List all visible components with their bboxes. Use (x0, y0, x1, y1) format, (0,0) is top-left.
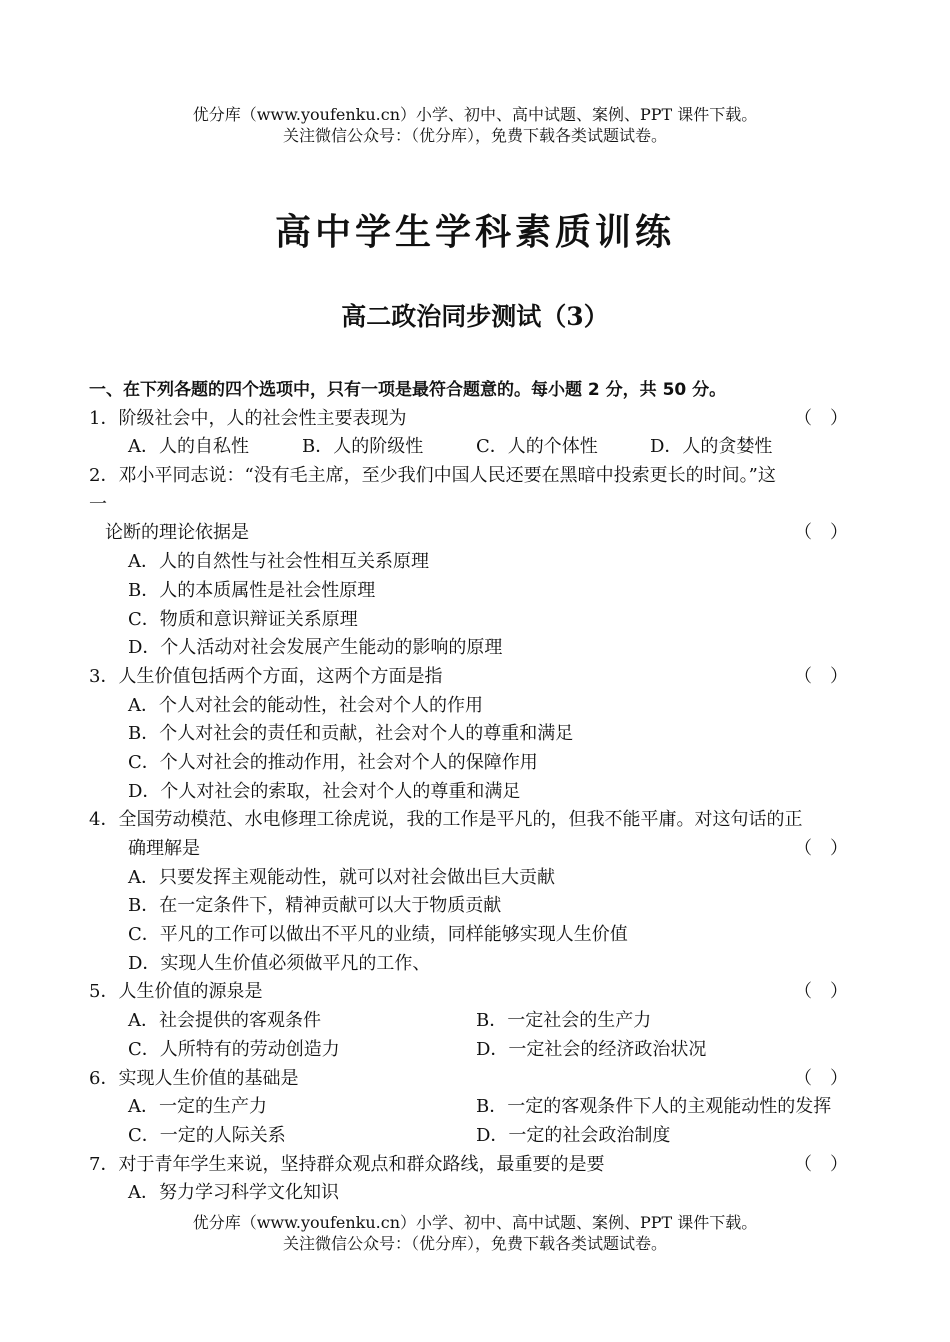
question-2-stem-wrap: 一 (89, 493, 107, 515)
question-5-options-cd (0, 1036, 950, 1065)
option-b: B．一定社会的生产力 (476, 1010, 652, 1032)
question-2 (0, 462, 950, 491)
option-c: C．物质和意识辩证关系原理 (128, 608, 358, 630)
header-line-2: 关注微信公众号：（优分库），免费下载各类试题试卷。 (282, 126, 667, 145)
question-5-stem: 5．人生价值的源泉是 (89, 981, 263, 1003)
answer-paren: （ ） (794, 522, 848, 544)
option-c: C．一定的人际关系 (128, 1124, 286, 1146)
question-6 (0, 1065, 950, 1094)
option-b: B．一定的客观条件下人的主观能动性的发挥 (476, 1096, 832, 1118)
section-heading: 一、在下列各题的四个选项中，只有一项是最符合题意的。每小题 2 分，共 50 分。 (89, 380, 727, 400)
question-4-stem: 4．全国劳动模范、水电修理工徐虎说，我的工作是平凡的，但我不能平庸。对这句话的正 (89, 809, 803, 831)
page-header (0, 104, 950, 146)
question-6-stem: 6．实现人生价值的基础是 (89, 1067, 299, 1089)
option-a: A．努力学习科学文化知识 (128, 1182, 339, 1204)
document-subtitle: 高二政治同步测试（3） (341, 302, 609, 331)
answer-paren: （ ） (794, 838, 848, 859)
question-6-options-cd (0, 1122, 950, 1151)
option-a: A．只要发挥主观能动性，就可以对社会做出巨大贡献 (128, 866, 555, 888)
question-4-cont (0, 835, 950, 864)
document-title: 高中学生学科素质训练 (274, 212, 675, 253)
option-c: C．人所特有的劳动创造力 (128, 1038, 340, 1060)
option-a: A．个人对社会的能动性，社会对个人的作用 (128, 694, 483, 716)
question-2-wrap (0, 491, 950, 520)
option-a: A．人的自然性与社会性相互关系原理 (128, 551, 429, 573)
question-2-stem: 2．邓小平同志说：“没有毛主席，至少我们中国人民还要在黑暗中投索更长的时间。”这 (89, 465, 776, 487)
option-b: B．在一定条件下，精神贡献可以大于物质贡献 (128, 895, 502, 917)
option-d: D．个人对社会的索取，社会对个人的尊重和满足 (128, 780, 521, 802)
option-d: D．个人活动对社会发展产生能动的影响的原理 (128, 637, 503, 659)
question-1-options (0, 433, 950, 462)
answer-paren: （ ） (794, 665, 848, 687)
question-7-stem: 7．对于青年学生来说，坚持群众观点和群众路线，最重要的是要 (89, 1153, 605, 1175)
question-5-options-ab (0, 1007, 950, 1036)
option-b: B．人的本质属性是社会性原理 (128, 579, 376, 601)
answer-paren: （ ） (794, 1153, 848, 1175)
option-d: D．人的贪婪性 (650, 436, 773, 458)
option-c: C．平凡的工作可以做出不平凡的业绩，同样能够实现人生价值 (128, 924, 628, 946)
option-b: B．人的阶级性 (302, 436, 424, 458)
question-1-stem: 1．阶级社会中，人的社会性主要表现为 (89, 407, 407, 429)
question-6-options-ab (0, 1093, 950, 1122)
question-5 (0, 978, 950, 1007)
option-d: D．实现人生价值必须做平凡的工作、 (128, 952, 431, 974)
option-a: A．一定的生产力 (128, 1096, 267, 1118)
answer-paren: （ ） (794, 407, 848, 429)
question-4-stem-cont: 确理解是 (128, 838, 200, 859)
question-3 (0, 663, 950, 692)
answer-paren: （ ） (794, 981, 848, 1003)
question-1 (0, 405, 950, 434)
page-footer (0, 1212, 950, 1254)
question-list (0, 376, 950, 1208)
answer-paren: （ ） (794, 1067, 848, 1089)
question-2-cont (0, 519, 950, 548)
question-4 (0, 806, 950, 835)
question-7 (0, 1151, 950, 1180)
footer-line-1: 优分库（www.youfenku.cn）小学、初中、高中试题、案例、PPT 课件下载。 (192, 1213, 758, 1232)
question-2-stem-cont: 论断的理论依据是 (105, 522, 249, 544)
option-c: C．人的个体性 (476, 436, 598, 458)
option-b: B．个人对社会的责任和贡献，社会对个人的尊重和满足 (128, 723, 574, 745)
option-c: C．个人对社会的推动作用，社会对个人的保障作用 (128, 751, 538, 773)
footer-line-2: 关注微信公众号：（优分库），免费下载各类试题试卷。 (282, 1234, 667, 1253)
question-3-stem: 3．人生价值包括两个方面，这两个方面是指 (89, 665, 443, 687)
option-a: A．人的自私性 (128, 436, 249, 458)
header-line-1: 优分库（www.youfenku.cn）小学、初中、高中试题、案例、PPT 课件下载。 (192, 105, 758, 124)
option-d: D．一定社会的经济政治状况 (476, 1038, 707, 1060)
option-d: D．一定的社会政治制度 (476, 1124, 671, 1146)
option-a: A．社会提供的客观条件 (128, 1010, 321, 1032)
